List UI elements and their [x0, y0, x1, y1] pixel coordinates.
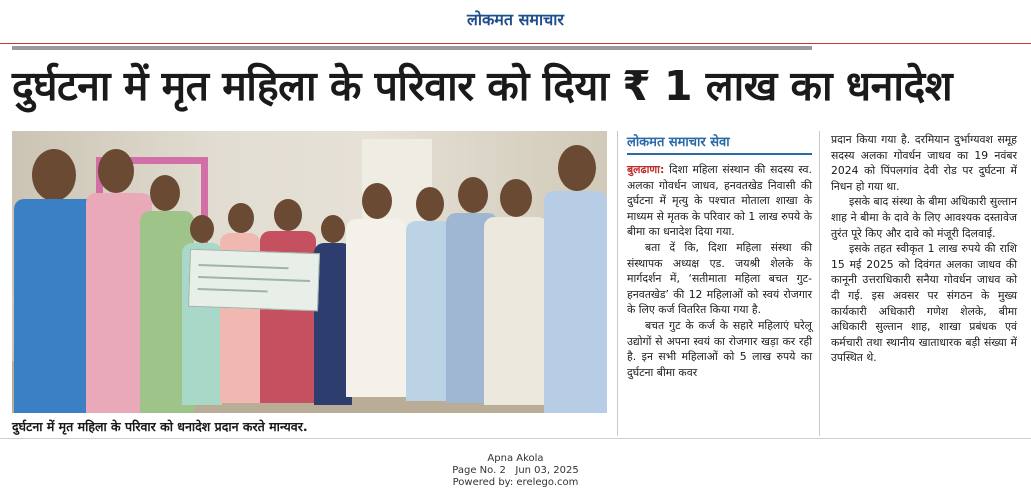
article-paragraph: इसके तहत स्वीकृत 1 लाख रुपये की राशि 15 मई 2025 को दिवंगत अलका जाधव की कानूनी उत्तराधिकारी सनैया गोवर्धन जाधव को दी गई. इस अवसर पर संगठन के मुख्य कार्यकारी अधिकारी गणेश शेलके, बीमा अधिकारी सुल्तान शाह, शाखा प्रबंधक एवं कर्मचारी तथा स्थानीय खाताधारक बड़ी संख्या में उपस्थित थे.	[831, 242, 1017, 365]
headline: दुर्घटना में मृत महिला के परिवार को दिया ₹ 1 लाख का धनादेश	[12, 62, 953, 110]
cheque-board	[188, 249, 320, 312]
footer-powered-by[interactable]: Powered by: erelego.com	[452, 477, 579, 488]
byline-rule	[627, 153, 812, 155]
dateline: बुलढाणा:	[627, 163, 665, 176]
article-paragraph: बुलढाणा: दिशा महिला संस्थान की सदस्य स्व. अलका गोवर्धन जाधव, हनवतखेड निवासी की दुर्घटना में मृत्यु के पश्चात मोताला शाखा के माध्यम से मृतक के परिवार को 1 लाख रुपये के बीमा का धनादेश दिया गया.	[627, 163, 812, 239]
footer-publication: Apna Akola	[487, 453, 544, 464]
article-paragraph: इसके बाद संस्था के बीमा अधिकारी सुल्तान शाह ने बीमा के दावे के लिए आवश्यक दस्तावेज तुरंत पूरे किए और दावे को मंजूरी दिलवाई.	[831, 195, 1017, 240]
masthead-logo: लोकमत समाचार	[467, 10, 564, 29]
news-photo	[12, 131, 607, 413]
masthead-red-rule	[0, 43, 1031, 44]
byline: लोकमत समाचार सेवा	[627, 135, 730, 150]
headline-top-rule	[12, 46, 812, 50]
photo-caption: दुर्घटना में मृत महिला के परिवार को धनादेश प्रदान करते मान्यवर.	[12, 419, 308, 434]
article-column-1	[627, 162, 812, 436]
column-divider	[617, 131, 618, 436]
footer-rule	[0, 438, 1031, 439]
photo-person	[344, 183, 408, 397]
article-paragraph: प्रदान किया गया है. दरमियान दुर्भाग्यवश समूह सदस्य अलका गोवर्धन जाधव का 19 नवंबर 2024 को पिंपलगांव देवी रोड पर दुर्घटना में निधन हो गया था.	[831, 133, 1017, 193]
column-divider	[819, 131, 820, 436]
photo-person	[542, 145, 607, 413]
footer-page-date: Page No. 2 Jun 03, 2025	[452, 465, 579, 476]
photo-person	[482, 179, 550, 405]
article-column-2	[831, 132, 1017, 436]
article-paragraph: बचत गुट के कर्ज के सहारे महिलाएं घरेलू उद्योगों से अपना स्वयं का रोजगार खड़ा कर रही है. इन सभी महिलाओं को 5 लाख रुपये का दुर्घटना बीमा कवर	[627, 318, 812, 379]
article-paragraph: बता दें कि, दिशा महिला संस्था की संस्थापक अध्यक्ष एड. जयश्री शेलके के मार्गदर्शन में, ‘सतीमाता महिला बचत गुट- हनवतखेड’ की 12 महिलाओं को स्वयं रोजगार के लिए कर्ज वितरित किया गया है.	[627, 240, 812, 317]
